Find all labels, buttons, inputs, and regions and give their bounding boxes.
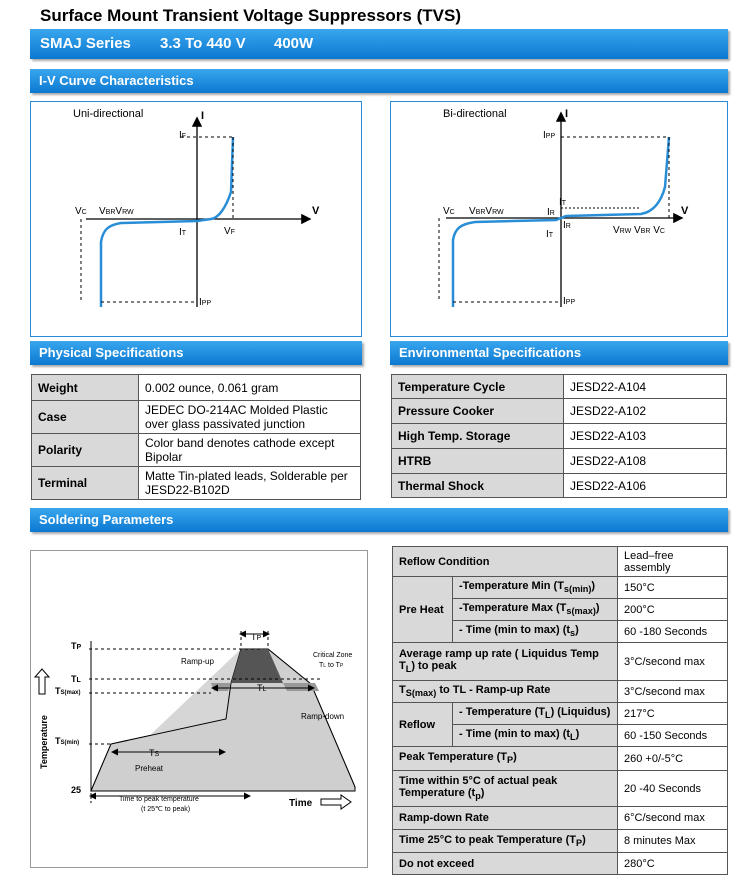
svg-text:IF: IF [179, 130, 187, 141]
svg-text:(t 25℃ to peak): (t 25℃ to peak) [141, 806, 191, 813]
iv-curve [101, 137, 233, 307]
reflow-table: Reflow Condition Lead–free assembly Pre Heat -Temperature Min $(T_{s(min)})$ 150°C -Temperature Max $(T_{s(max)})$ 200°C - Time (min to max) $(t_s)$ 60 -180 Seconds Average ramp up rate ( Liquidus Temp $T_L$) to peak 3°C/second max $T_{S(max)}$ to TL - Ramp-up Rate 3°C/second max Reflow - Temperature $(T_L)$ (Liquidus) 217°C - Time (min to max) $(t_L)$ 60 -150 Seconds Peak Temperature $(T_P)$ 260 +0/-5°C Time within 5°C of actual peak Temperature $(t_p)$ 20 -40 Seconds Ramp-down Rate 6°C/second max Time 25°C to peak Temperature $(T_P)$ 8 minutes Max Do not exceed 280°C [392, 546, 728, 875]
svg-text:VRW VBR VC: VRW VBR VC [613, 225, 665, 236]
iv-uni-panel [30, 101, 362, 337]
svg-text:Ramp-down: Ramp-down [301, 712, 345, 721]
svg-text:Bi-directional: Bi-directional [443, 108, 507, 120]
svg-text:25: 25 [71, 785, 82, 795]
svg-text:Time: Time [289, 798, 313, 809]
svg-text:VC: VC [443, 206, 455, 217]
reflow-profile-diagram [30, 550, 368, 868]
svg-text:Time to peak temperature: Time to peak temperature [119, 796, 199, 803]
iv-section-header: I-V Curve Characteristics [30, 69, 728, 93]
svg-text:VBRVRW: VBRVRW [469, 206, 504, 217]
svg-text:VC: VC [75, 206, 87, 217]
svg-text:TS(max): TS(max) [55, 686, 81, 696]
v-axis-label: V [312, 205, 320, 217]
iv-uni-chart [31, 102, 361, 336]
svg-text:Critical Zone: Critical Zone [313, 652, 353, 659]
svg-text:Ramp-up: Ramp-up [181, 657, 214, 666]
environmental-table: Temperature Cycle JESD22-A104 Pressure Cooker JESD22-A102 High Temp. Storage JESD22-A103 HTRB JESD22-A108 Thermal Shock JESD22-A106 [391, 374, 727, 498]
svg-text:IPP: IPP [563, 296, 576, 307]
svg-text:TL: TL [257, 683, 267, 693]
svg-text:IR: IR [563, 220, 571, 231]
svg-text:TL: TL [71, 674, 81, 684]
svg-text:IR: IR [547, 207, 555, 218]
series-banner [30, 29, 728, 59]
svg-text:VF: VF [224, 226, 235, 237]
svg-text:TS(min): TS(min) [55, 736, 80, 746]
soldering-section-header: Soldering Parameters [30, 508, 728, 532]
svg-text:IPP: IPP [199, 297, 212, 308]
svg-text:TP: TP [71, 641, 82, 651]
environmental-section-header: Environmental Specifications [390, 341, 728, 365]
iv-bi-panel [390, 101, 728, 337]
svg-text:TP: TP [251, 632, 262, 642]
uni-label: Uni-directional [73, 108, 144, 120]
series-name: SMAJ Series [40, 35, 131, 52]
svg-text:IT: IT [546, 229, 554, 240]
i-axis-label: I [201, 110, 205, 122]
svg-text:IPP: IPP [543, 130, 556, 141]
svg-text:Temperature: Temperature [39, 715, 49, 769]
physical-table: Weight 0.002 ounce, 0.061 gram Case JEDEC DO-214AC Molded Plastic over glass passivated junction Polarity Color band denotes cathode except Bipolar Terminal Matte Tin-plated leads, Solderable per JESD22-B102D [31, 374, 361, 500]
svg-text:VBRVRW: VBRVRW [99, 206, 134, 217]
svg-text:V: V [681, 205, 689, 217]
svg-text:I: I [565, 108, 569, 120]
series-power: 400W [274, 35, 314, 52]
svg-text:IT: IT [179, 227, 187, 238]
svg-text:TS: TS [149, 748, 160, 758]
physical-section-header: Physical Specifications [30, 341, 362, 365]
svg-text:Preheat: Preheat [135, 764, 164, 773]
page-title: Surface Mount Transient Voltage Suppressors (TVS) [40, 6, 461, 25]
series-voltage: 3.3 To 440 V [160, 35, 246, 52]
iv-bi-chart [391, 102, 727, 336]
svg-text:TL to TP: TL to TP [319, 662, 344, 669]
svg-text:IT: IT [559, 197, 567, 208]
